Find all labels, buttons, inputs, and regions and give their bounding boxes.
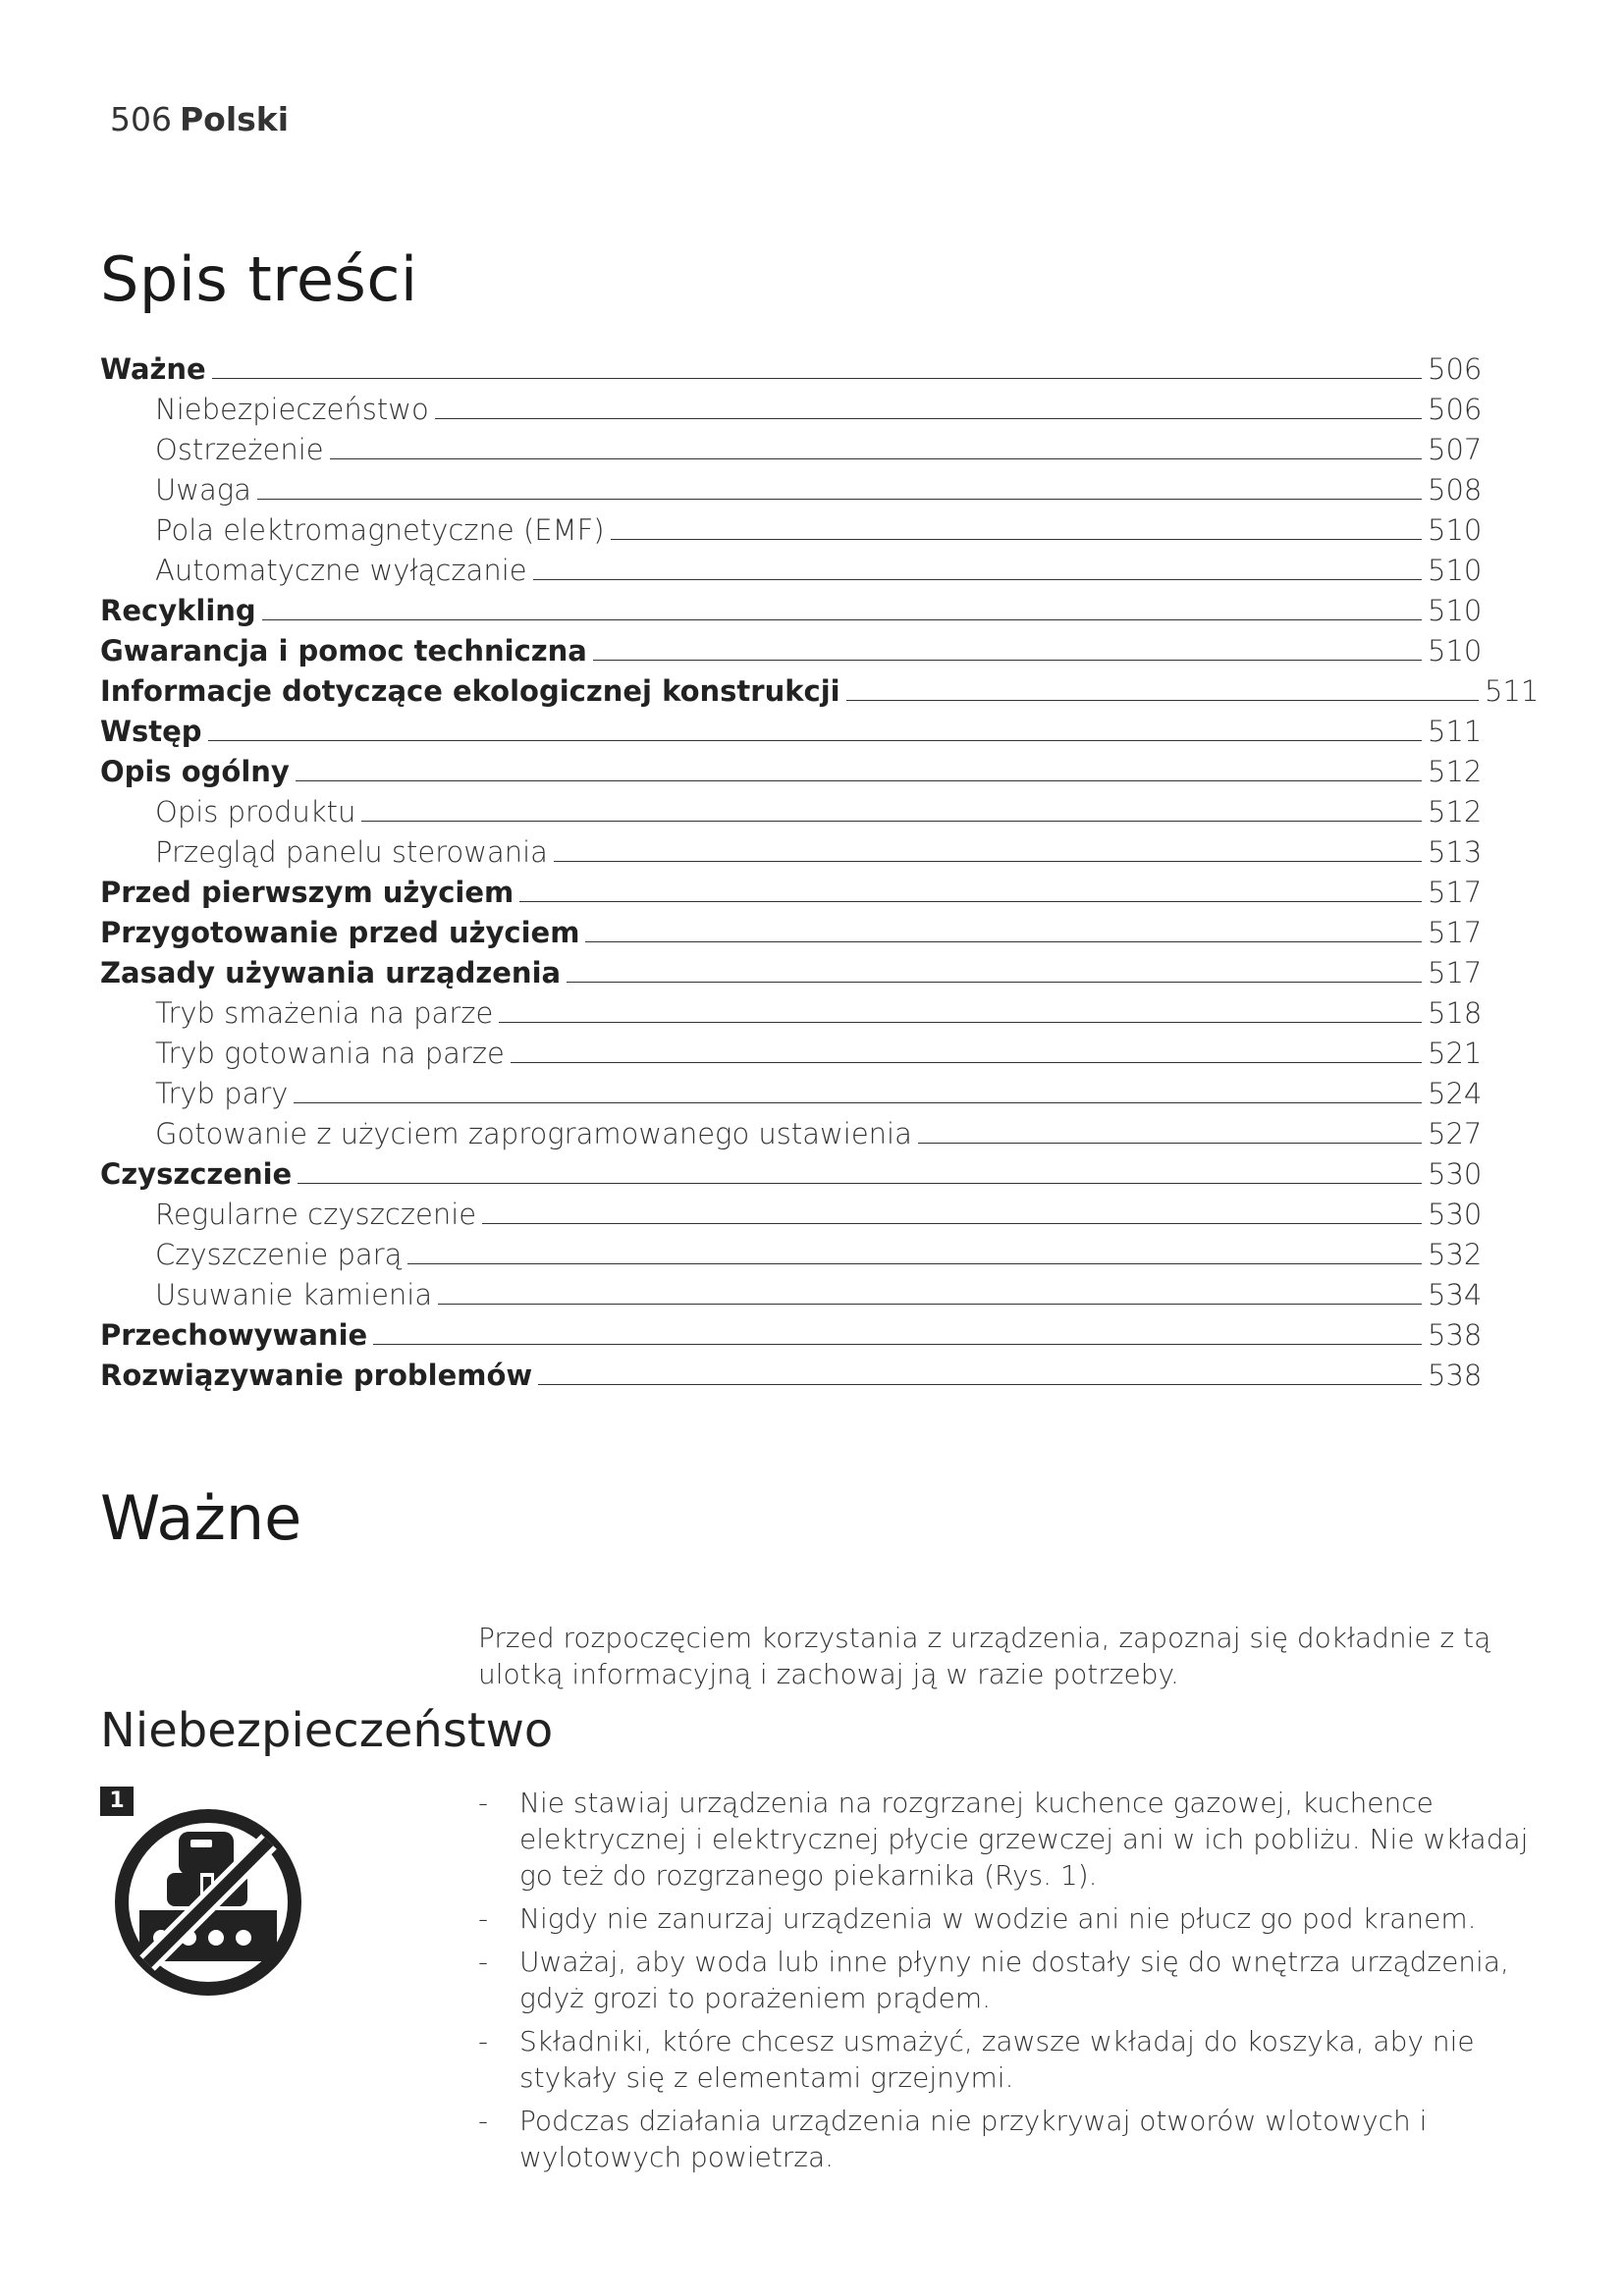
toc-leader-line (298, 1183, 1422, 1184)
toc-entry-page: 527 (1428, 1117, 1483, 1150)
toc-leader-line (533, 579, 1422, 580)
toc-entry (100, 1231, 1485, 1271)
toc-leader-line (361, 821, 1422, 822)
no-hot-stove-icon (110, 1804, 306, 2001)
table-of-contents (100, 346, 1540, 1392)
toc-entry (100, 1150, 1485, 1191)
toc-entry-page: 517 (1428, 876, 1483, 909)
toc-entry-page: 512 (1428, 755, 1483, 788)
toc-entry-page: 510 (1428, 634, 1483, 667)
toc-entry (100, 828, 1485, 869)
toc-entry-label: Opis produktu (155, 795, 356, 828)
toc-entry-label: Uwaga (155, 473, 251, 507)
toc-entry-label: Przed pierwszym użyciem (100, 876, 514, 909)
toc-entry-label: Regularne czyszczenie (155, 1198, 477, 1231)
toc-entry (100, 949, 1485, 989)
toc-leader-line (538, 1384, 1422, 1385)
toc-entry-page: 521 (1428, 1037, 1483, 1070)
toc-entry-label: Czyszczenie parą (155, 1238, 403, 1271)
toc-entry-page: 530 (1428, 1198, 1483, 1231)
bullet-text: Nie stawiaj urządzenia na rozgrzanej kuchence gazowej, kuchence elektrycznej i elektrycznej płycie grzewczej ani w ich pobliżu. Nie wkładaj go też do rozgrzanego piekarnika (Rys. 1). (519, 1787, 1529, 1892)
figure-number: 1 (100, 1787, 134, 1816)
toc-entry-page: 524 (1428, 1077, 1483, 1110)
toc-leader-line (296, 780, 1422, 781)
toc-entry-label: Przygotowanie przed użyciem (100, 916, 580, 949)
toc-entry-page: 513 (1428, 835, 1483, 869)
toc-entry-page: 511 (1485, 674, 1540, 708)
bullet-dash: - (478, 1946, 489, 1978)
toc-entry-label: Niebezpieczeństwo (155, 393, 429, 426)
danger-bullet-list (478, 1785, 1529, 2182)
danger-bullet-item (478, 1785, 1529, 1894)
toc-entry (100, 587, 1485, 627)
bullet-text: Podczas działania urządzenia nie przykrywaj otworów wlotowych i wylotowych powietrza. (519, 2105, 1428, 2173)
toc-leader-line (519, 901, 1422, 902)
toc-entry (100, 1110, 1485, 1150)
toc-leader-line (585, 941, 1422, 942)
toc-entry-page: 511 (1428, 715, 1483, 748)
toc-entry (100, 667, 1540, 708)
page-number: 506 (110, 100, 172, 138)
toc-entry (100, 788, 1485, 828)
toc-entry (100, 1352, 1485, 1392)
toc-entry (100, 466, 1485, 507)
toc-leader-line (438, 1304, 1422, 1305)
danger-bullet-item (478, 2023, 1529, 2096)
toc-entry-label: Tryb pary (155, 1077, 289, 1110)
bullet-text: Składniki, które chcesz usmażyć, zawsze wkładaj do koszyka, aby nie stykały się z elementami grzejnymi. (519, 2025, 1475, 2094)
toc-entry-label: Czyszczenie (100, 1157, 293, 1191)
toc-leader-line (918, 1143, 1422, 1144)
toc-entry-label: Ostrzeżenie (155, 433, 324, 466)
toc-entry-page: 538 (1428, 1318, 1483, 1352)
toc-leader-line (593, 660, 1422, 661)
toc-entry-label: Tryb gotowania na parze (155, 1037, 505, 1070)
bullet-text: Uważaj, aby woda lub inne płyny nie dostały się do wnętrza urządzenia, gdyż grozi to porażeniem prądem. (519, 1946, 1509, 2014)
toc-entry (100, 1191, 1485, 1231)
toc-entry-label: Ważne (100, 352, 206, 386)
toc-leader-line (330, 458, 1422, 459)
toc-entry-page: 518 (1428, 996, 1483, 1030)
toc-entry-page: 506 (1428, 393, 1483, 426)
intro-paragraph: Przed rozpoczęciem korzystania z urządzenia, zapoznaj się dokładnie z tą ulotką informacyjną i zachowaj ją w razie potrzeby. (478, 1622, 1491, 1690)
toc-leader-line (212, 378, 1422, 379)
toc-entry-page: 538 (1428, 1359, 1483, 1392)
toc-entry (100, 346, 1485, 386)
toc-entry-label: Zasady używania urządzenia (100, 956, 562, 989)
toc-entry-label: Gotowanie z użyciem zaprogramowanego ustawienia (155, 1117, 912, 1150)
toc-entry (100, 627, 1485, 667)
toc-entry-page: 530 (1428, 1157, 1483, 1191)
toc-entry (100, 748, 1485, 788)
section-title-wazne: Ważne (100, 1482, 302, 1554)
toc-entry-page: 510 (1428, 554, 1483, 587)
toc-entry-label: Usuwanie kamienia (155, 1278, 433, 1311)
toc-entry-label: Rozwiązywanie problemów (100, 1359, 533, 1392)
toc-entry (100, 989, 1485, 1030)
danger-bullet-item (478, 1944, 1529, 2016)
section-title-niebezpieczenstwo: Niebezpieczeństwo (100, 1703, 554, 1758)
toc-leader-line (499, 1022, 1422, 1023)
bullet-dash: - (478, 1902, 489, 1935)
toc-leader-line (567, 982, 1422, 983)
toc-leader-line (435, 418, 1422, 419)
toc-leader-line (482, 1223, 1422, 1224)
toc-entry (100, 1271, 1485, 1311)
toc-entry-page: 517 (1428, 956, 1483, 989)
toc-entry (100, 507, 1485, 547)
toc-leader-line (611, 539, 1422, 540)
figure-1 (100, 1787, 316, 2002)
toc-entry-label: Tryb smażenia na parze (155, 996, 494, 1030)
toc-entry-label: Przechowywanie (100, 1318, 368, 1352)
toc-leader-line (373, 1344, 1422, 1345)
toc-entry-label: Pola elektromagnetyczne (EMF) (155, 513, 605, 547)
toc-leader-line (262, 619, 1422, 620)
toc-leader-line (294, 1102, 1422, 1103)
bullet-dash: - (478, 2025, 489, 2057)
toc-entry (100, 426, 1485, 466)
toc-entry (100, 547, 1485, 587)
toc-leader-line (208, 740, 1422, 741)
toc-entry (100, 1030, 1485, 1070)
header-language: Polski (180, 100, 290, 138)
toc-title: Spis treści (100, 243, 418, 315)
toc-entry-label: Przegląd panelu sterowania (155, 835, 548, 869)
toc-entry-label: Informacje dotyczące ekologicznej konstrukcji (100, 674, 840, 708)
toc-entry-page: 532 (1428, 1238, 1483, 1271)
toc-entry (100, 386, 1485, 426)
toc-entry-page: 510 (1428, 513, 1483, 547)
toc-entry-page: 512 (1428, 795, 1483, 828)
toc-entry-label: Gwarancja i pomoc techniczna (100, 634, 587, 667)
toc-entry (100, 1070, 1485, 1110)
toc-entry-page: 507 (1428, 433, 1483, 466)
toc-leader-line (511, 1062, 1422, 1063)
toc-leader-line (554, 861, 1422, 862)
bullet-dash: - (478, 2105, 489, 2137)
toc-entry-label: Recykling (100, 594, 256, 627)
danger-bullet-item (478, 1900, 1529, 1937)
toc-entry-label: Automatyczne wyłączanie (155, 554, 527, 587)
toc-entry (100, 708, 1485, 748)
toc-entry-page: 510 (1428, 594, 1483, 627)
bullet-dash: - (478, 1787, 489, 1819)
toc-entry (100, 909, 1485, 949)
bullet-text: Nigdy nie zanurzaj urządzenia w wodzie ani nie płucz go pod kranem. (519, 1902, 1477, 1935)
toc-entry (100, 869, 1485, 909)
toc-entry-page: 517 (1428, 916, 1483, 949)
toc-entry (100, 1311, 1485, 1352)
danger-bullet-item (478, 2103, 1529, 2175)
toc-entry-page: 534 (1428, 1278, 1483, 1311)
toc-leader-line (257, 499, 1422, 500)
toc-entry-label: Wstęp (100, 715, 202, 748)
page-header (110, 100, 289, 138)
toc-entry-page: 508 (1428, 473, 1483, 507)
toc-leader-line (407, 1263, 1422, 1264)
toc-entry-page: 506 (1428, 352, 1483, 386)
toc-entry-label: Opis ogólny (100, 755, 290, 788)
toc-leader-line (846, 700, 1479, 701)
